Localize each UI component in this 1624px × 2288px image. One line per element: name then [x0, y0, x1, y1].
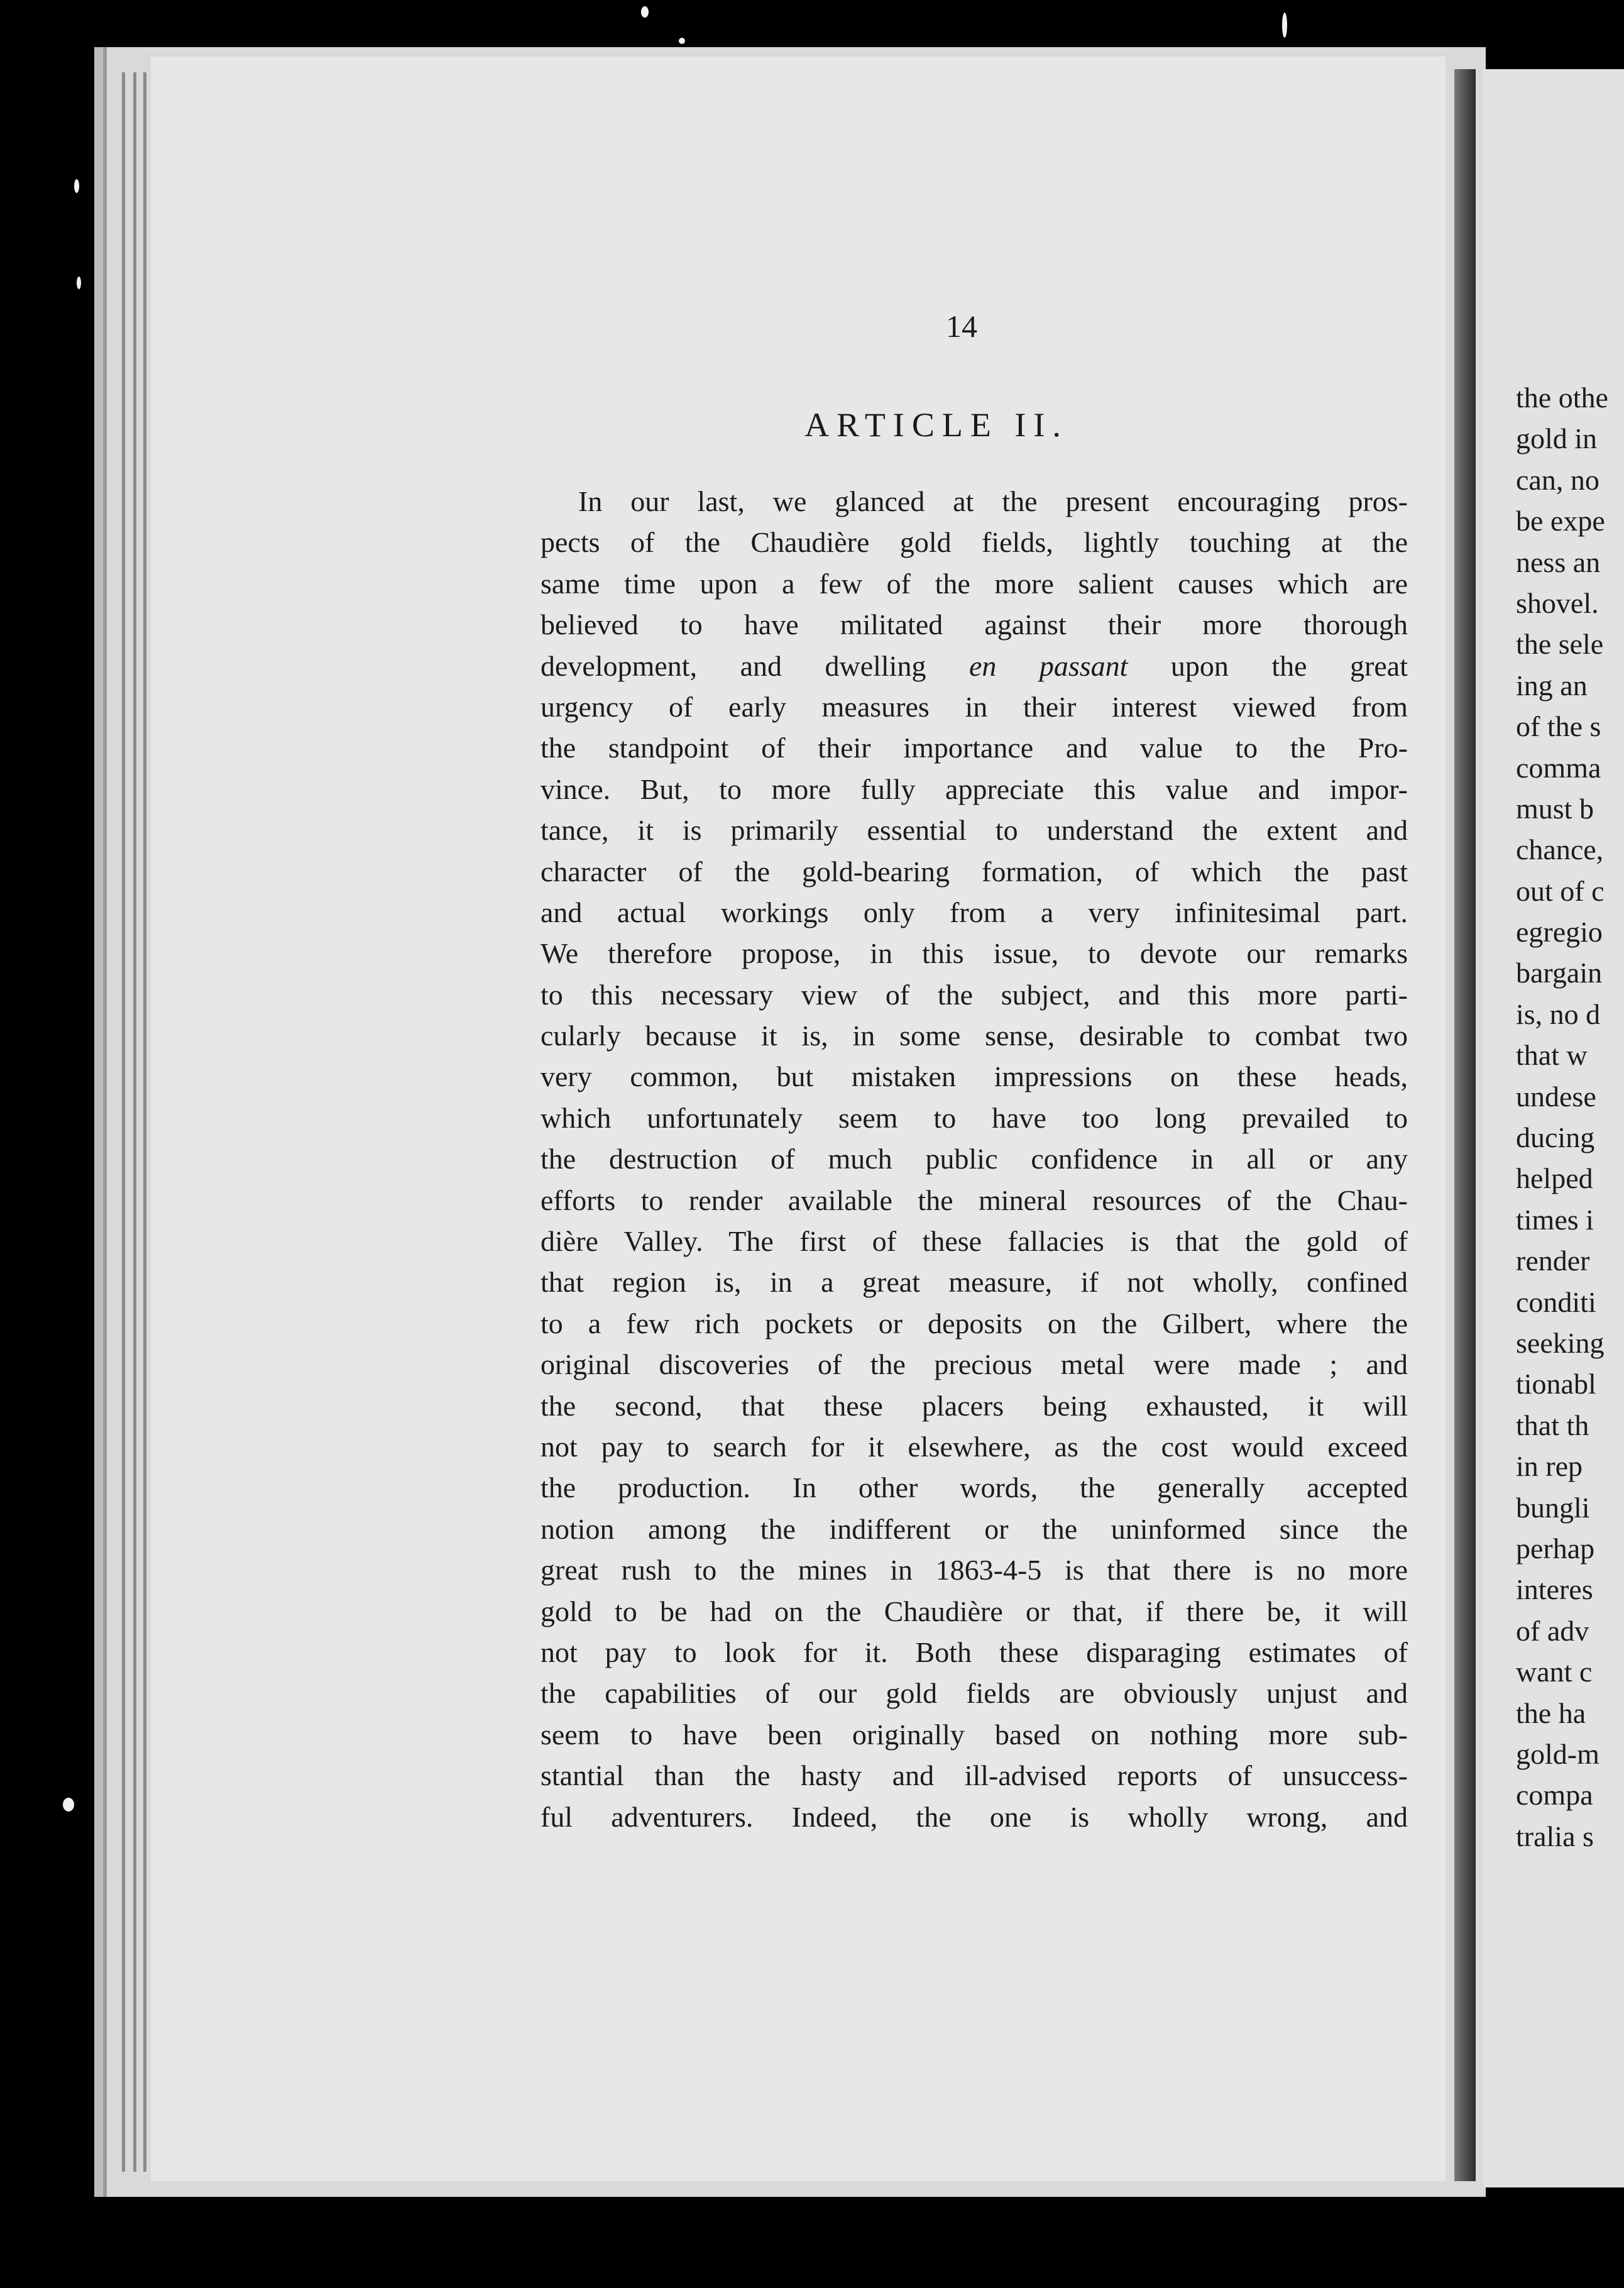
body-text-line: the capabilities of our gold fields are obviously unjust and: [540, 1677, 1408, 1710]
body-text-line: development, and dwelling en passant upon the great: [540, 649, 1408, 682]
right-page-text-line: comma: [1516, 751, 1601, 784]
right-page-text-line: helped: [1516, 1162, 1593, 1195]
right-page-text-line: chance,: [1516, 833, 1604, 866]
body-text-line: to a few rich pockets or deposits on the Gilbert, where the: [540, 1307, 1408, 1339]
right-page-text-line: shovel.: [1516, 586, 1599, 619]
body-text-line: very common, but mistaken impressions on these heads,: [540, 1060, 1408, 1093]
page-edge-line: [122, 72, 125, 2172]
right-page-text-line: egregio: [1516, 916, 1603, 949]
right-page-text-line: of adv: [1516, 1614, 1589, 1647]
scan-speck: [63, 1798, 74, 1812]
body-text-line: great rush to the mines in 1863-4-5 is that there is no more: [540, 1554, 1408, 1587]
right-page-text-line: tralia s: [1516, 1820, 1594, 1852]
right-page-text-line: ducing: [1516, 1121, 1595, 1154]
article-heading: ARTICLE II.: [804, 406, 1068, 444]
right-page-text-line: the sele: [1516, 628, 1604, 661]
right-page-text-line: compa: [1516, 1779, 1593, 1812]
body-text-line: and actual workings only from a very infinitesimal part.: [540, 896, 1408, 928]
right-page-text-line: perhap: [1516, 1532, 1595, 1565]
right-page-text-line: bargain: [1516, 957, 1603, 989]
right-page-text-line: the othe: [1516, 382, 1608, 414]
body-text-line: not pay to look for it. Both these disparaging estimates of: [540, 1636, 1408, 1668]
body-text-line: tance, it is primarily essential to understand the extent and: [540, 814, 1408, 847]
right-page-text-line: bungli: [1516, 1491, 1590, 1524]
right-page-text-line: tionabl: [1516, 1368, 1596, 1400]
page-edge-line: [133, 72, 136, 2172]
body-text-line: efforts to render available the mineral resources of the Chau-: [540, 1184, 1408, 1216]
right-page-text-line: times i: [1516, 1203, 1594, 1236]
body-text-line: the production. In other words, the generally accepted: [540, 1471, 1408, 1504]
body-text-line: We therefore propose, in this issue, to devote our remarks: [540, 937, 1408, 970]
body-text-line: original discoveries of the precious metal were made ; and: [540, 1348, 1408, 1381]
body-text-line: urgency of early measures in their interest viewed from: [540, 690, 1408, 723]
right-page-text-line: ing an: [1516, 669, 1588, 701]
right-page-text-line: seeking: [1516, 1326, 1605, 1359]
right-page-text-line: be expe: [1516, 505, 1605, 537]
page-number: 14: [946, 309, 977, 344]
right-page-text-line: is, no d: [1516, 998, 1601, 1030]
body-text-line: the second, that these placers being exhausted, it will: [540, 1389, 1408, 1422]
body-text-line: notion among the indifferent or the uninformed since the: [540, 1512, 1408, 1545]
right-page-text-line: of the s: [1516, 710, 1601, 743]
body-text-line: dière Valley. The first of these fallacies is that the gold of: [540, 1225, 1408, 1258]
body-text-line: ful adventurers. Indeed, the one is wholly wrong, and: [540, 1800, 1408, 1833]
right-page-text-fragments: [1516, 377, 1624, 1857]
right-page-text-line: in rep: [1516, 1450, 1583, 1483]
right-page-text-line: conditi: [1516, 1285, 1596, 1318]
scan-speck: [679, 38, 685, 44]
body-text-line: the destruction of much public confidence in all or any: [540, 1143, 1408, 1175]
body-text-line: stantial than the hasty and ill-advised reports of unsuccess-: [540, 1759, 1408, 1792]
body-text-line: pects of the Chaudière gold fields, lightly touching at the: [540, 526, 1408, 559]
right-page-text-line: that w: [1516, 1039, 1588, 1072]
body-text-line: gold to be had on the Chaudière or that, if there be, it will: [540, 1595, 1408, 1627]
body-text-line: vince. But, to more fully appreciate this value and impor-: [540, 773, 1408, 805]
body-text-line: to this necessary view of the subject, and this more parti-: [540, 978, 1408, 1011]
body-text-line: believed to have militated against their more thorough: [540, 608, 1408, 641]
right-page-text-line: can, no: [1516, 463, 1599, 496]
body-text-line: cularly because it is, in some sense, desirable to combat two: [540, 1020, 1408, 1052]
right-page-text-line: ness an: [1516, 546, 1601, 578]
body-text-line: that region is, in a great measure, if not wholly, confined: [540, 1266, 1408, 1299]
right-page-text-line: gold in: [1516, 422, 1598, 455]
scan-speck: [641, 6, 649, 18]
right-page-text-line: out of c: [1516, 874, 1605, 907]
scan-speck: [74, 179, 79, 193]
body-text-line: not pay to search for it elsewhere, as the cost would exceed: [540, 1430, 1408, 1463]
body-text-line: seem to have been originally based on nothing more sub-: [540, 1718, 1408, 1751]
body-text-line: In our last, we glanced at the present encouraging pros-: [578, 485, 1408, 517]
body-text-line: character of the gold-bearing formation, of which the past: [540, 855, 1408, 888]
scan-speck: [77, 277, 81, 289]
book-gutter: [1454, 69, 1476, 2181]
body-text-line: which unfortunately seem to have too long prevailed to: [540, 1101, 1408, 1134]
right-page-text-line: want c: [1516, 1656, 1593, 1688]
right-page-text-line: undese: [1516, 1080, 1596, 1113]
right-page-text-line: render: [1516, 1245, 1590, 1277]
scan-speck: [1282, 13, 1287, 38]
right-page-text-line: the ha: [1516, 1697, 1586, 1729]
right-page-text-line: that th: [1516, 1409, 1589, 1441]
article-body: [540, 481, 1408, 1837]
right-page-text-line: gold-m: [1516, 1737, 1599, 1770]
body-text-line: same time upon a few of the more salient causes which are: [540, 567, 1408, 600]
body-text-line: the standpoint of their importance and value to the Pro-: [540, 732, 1408, 764]
page-edge-line: [143, 72, 146, 2172]
right-page-text-line: interes: [1516, 1573, 1593, 1606]
right-page-text-line: must b: [1516, 792, 1594, 825]
